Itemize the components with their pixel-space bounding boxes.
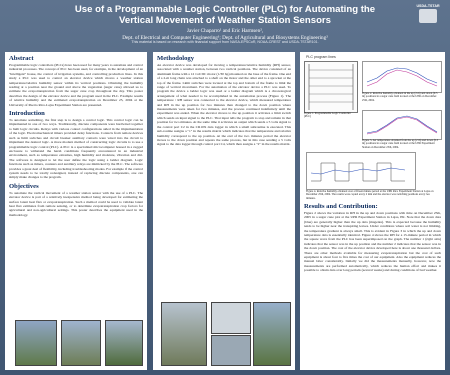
ladder-lines: [305, 62, 357, 112]
figure-3-lines: [363, 111, 441, 139]
photo-data-logger: [211, 335, 251, 366]
column-left: [5, 52, 147, 370]
column-middle: [153, 52, 295, 370]
logo-text: USDA-TSTAR: [416, 4, 440, 8]
logo-icon: [419, 9, 437, 23]
figure-3-caption: Figure 3. Air temperature obtained from the up (2 m) and down (0.5 m) positions in a sugar cane field located at the UPR Experiment Station on December 25th, 2004.: [362, 139, 439, 149]
poster-title: Use of a Programmable Logic Controller (PLC) for Automating the Vertical Movement of Weather Station Sensors: [74, 4, 376, 26]
photo-elevator-device: [161, 302, 207, 366]
photo-sugar-cane: [105, 320, 143, 366]
figure-4-lines: [307, 153, 415, 189]
author-affiliations: Dept. of Electrical and Computer Engineering¹; Dept. of Agricultural and Biosystems Engineering²: [122, 34, 328, 41]
results-section: [300, 200, 445, 279]
introduction-text: To automate something, the first step is to design a control logic. This control logic can be implemented in one of two ways. Traditionally, discrete components were hardwired together to built logic circuits. Relays with various contact configurations aided in the implementation of the logic. Electromechanical timers provided delay functions. Contacts from remote devices such as limit switches and circuit breaker auxiliary contacts were wired into the circuit to implement the desired logic. A more modern method of constructing logic circuits is to use a programmable logic control (PLC). A PLC is a specialized microcomputer housed in a rugged enclosure to withstand the harsh conditions frequently encountered in an industrial environment, such as temperature extremes, high humidity and moisture, vibration and dirt. The software is designed to let the user define the logic using a ladder diagram. Logic functions such as timers, counters and auxiliary relays are mimicked by the PLC. The software provides a great deal of flexibility, including troubleshooting modes. For example if the control system needs to be totally redesigned, instead of replacing discrete components, one can simply make changes to the program.: [9, 118, 143, 180]
funding-note: This material is based on research with financial support from NASA-EPSCoR, NOAA-CREST and USDA-TSTAR101.: [131, 40, 319, 44]
plc-ladder-diagram: [304, 61, 358, 113]
abstract-text: Programmable logic controllers (PLCs) have been used for many years to automate and control industrial processes. The concept of PLC has been used, for example, in the development of an "intelligent" house, the control of irrigation systems, and controlling production lines. In this study a PLC was used to control an elevator device which moves a weather station temperature/relative humidity sensor within its vertical positions. Obtaining the humidity reading at a position near the ground and above the vegetation (sugar cane) allowed us to estimate the evapotranspiration from the sugar cane crop throughout the day. This poster describes the design of the elevator device and the program used in the PLC. Example results of relative humidity and the estimated evapotranspiration on December 25, 2004 at the University of Puerto Rico-Lajas Experiment Station are presented.: [9, 63, 143, 107]
results-text: Figure 2 shows the variation in RH in the up and down positions with time on December 25th, 2005 in a sugar cane plot at the UPR Experiment Station in Lajas, PR. Note that the down data (blue) are generally higher than the up data (magenta). This is expected because the humidity tends to be higher near the transpiring leaves. Under conditions where soil water is not limiting, the temperature gradient is always small. This is evident in Figure 3 in which the up and down temperature data is essentially identical. Figure 4 shows the RH for a 15-minute period in which the square wave from the PLC has been superimposed on the graph. The number 1 (right axis) indicates that the sensor was in the up position and the number 2 indicates that the sensor was in the down position. The cost of the elevator device developed here is about one thousand dollars. There are other methods available for measuring evapotranspiration but the cost of such equipment is about four to five times the cost of our equipment. Also the equipment reduces the manual labor considerably. Initially we did the measurements manually, however, now the measurements are performed automatically, which reduces the human effort and makes it possible to obtain data over long periods (several weeks) and during conditions of bad weather.: [304, 211, 441, 273]
plc-program-label: PLC program lines: [306, 55, 336, 59]
figure-2-lines: [363, 62, 441, 92]
figure-2-caption: Figure 2. Relative humidity obtained in the up (2 m) and down (0.5 m) positions in a sugar cane field located at the UPR on December 25th, 2004.: [362, 92, 438, 102]
abstract-heading: Abstract: [9, 55, 34, 62]
column-right: [300, 52, 445, 370]
author-names: Javier Chaparro¹ and Eric Harmsen²,: [186, 28, 264, 34]
photo-plc-box: [211, 302, 251, 334]
photo-weather-station: [61, 320, 101, 366]
photo-elevator-frame: [15, 320, 57, 366]
figure-4-caption: Figure 4. Relative humidity obtained over a fifteen minute period at the UPR Rico Experiment Station at Lajas on December 25th, 2004. The results were copied every 2 min and the elevator was switching positions every two minutes.: [306, 190, 434, 200]
poster-header: [0, 0, 450, 48]
figure-4-chart: [306, 152, 416, 190]
methodology-heading: Methodology: [157, 55, 194, 62]
results-heading: Results and Contribution:: [304, 203, 378, 210]
figure-3-chart: [362, 110, 442, 140]
objectives-heading: Objectives: [9, 182, 39, 190]
photo-field-setup: [253, 302, 291, 366]
methodology-text: An elevator device was developed for moving a temperature/relative humidity (RH) sensor, associated with a weather station, between two vertical positions. The device consisted of an aluminum frame with a 12 volt DC motor (1/30 hp) mounted on the base of the frame. One end of a 2-m long chain was attached to a shaft on the motor and the other end to a sprocket at the top of the frame. Limit switches were located at the top and bottom of the frame to limit the range of vertical movement. For the automation of the elevator device a PLC was used. To program the device a ladder logic was used or a ladder diagram which is a chronological arrangement of what needed to be accomplished in the automation process (Figure 1). The temperature / RH sensor was connected to the elevator device, which measured temperature and RH in the up position for two minutes then changed to the down position where measurements were taken for two minutes, and the process continued indefinitely until the experiment was ended. When the elevator moves to the up position it activates a limit switch which sends an input signal to the PLC. That input tells the program to stop and remain in that position for two minutes. At the same time it activates an output which sends a 5 volts signal to the control port C2 in the CR10X data logger in which a small subroutine is executed. This sub-routine assigns a "1" in the results matrix which indicates that the temperature and relative humidity correspond to the up position. At the end of the two minutes period the elevator moves to the down position and repeats the same process, but in this case sending a 5 volts signal to the data logger through control port C4, which then assigns a "2" in the results matrix.: [157, 63, 291, 147]
objectives-text: To automate the vertical movement of a weather station sensor with the use of a PLC. The elevator device is part of a relatively inexpensive method being developed for estimating the surface latent heat flux or evapotranspiration. Such a method could be used to validate latent heat flux estimates from remote sensing, or to determine evapotranspiration crop factors for agricultural and non-agricultural settings. This poster describes the equipment used in the methodology.: [9, 190, 143, 217]
figure-1-caption: Figure 1. Programmable Logic Controller (PLC): [304, 112, 351, 119]
introduction-heading: Introduction: [9, 110, 45, 118]
usda-logo: [414, 4, 442, 23]
figure-2-chart: [362, 61, 442, 93]
